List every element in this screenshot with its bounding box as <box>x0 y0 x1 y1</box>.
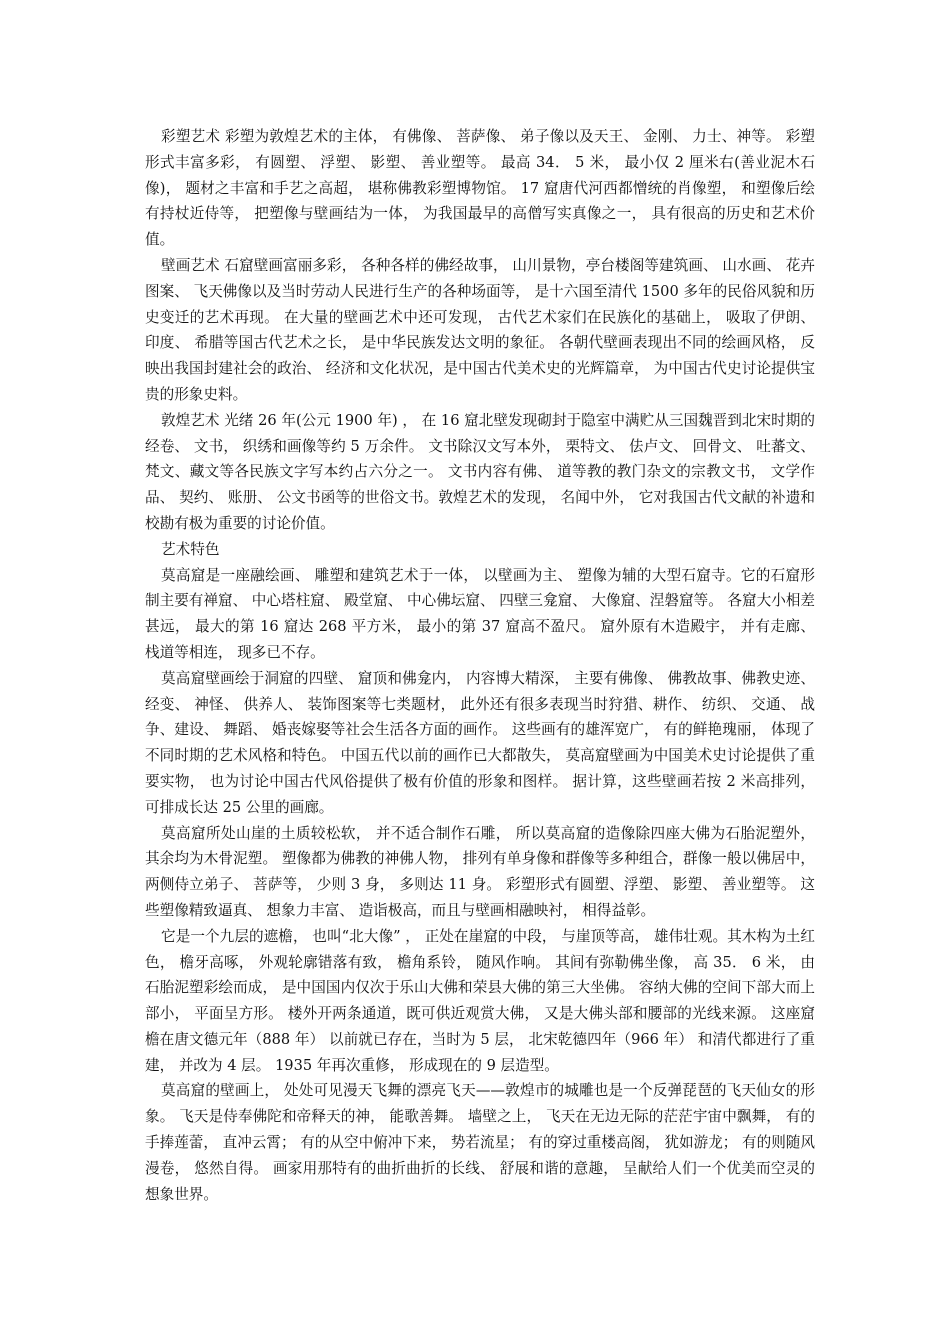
section-heading: 艺术特色 <box>161 540 220 558</box>
document-body <box>145 124 815 1207</box>
paragraph-nine-storey: 它是一个九层的遮檐， 也叫“北大像” ， 正处在崖窟的中段， 与崖顶等高， 雄伟壮观。其木构为土红色， 檐牙高啄， 外观轮廓错落有致， 檐角系铃， 随风作响。 其间有弥勒佛坐像， 高 35． 6 米， 由石胎泥塑彩绘而成， 是中国国内仅次于乐山大佛和荣县大佛的第三大坐佛。 容纳大佛的空间下部大而上部小， 平面呈方形。 楼外开两条通道，既可供近观赏大佛， 又是大佛头部和腰部的光线来源。 这座窟檐在唐文德元年（888 年） 以前就已存在，当时为 5 层， 北宋乾德四年（966 年） 和清代都进行了重建， 并改为 4 层。 1935 年再次重修， 形成现在的 9 层造型。 <box>145 927 815 1074</box>
paragraph-sculptures: 莫高窟所处山崖的土质较松软， 并不适合制作石雕， 所以莫高窟的造像除四座大佛为石胎泥塑外， 其余均为木骨泥塑。 塑像都为佛教的神佛人物， 排列有单身像和群像等多种组合，群像一般以佛居中，两侧侍立弟子、 菩萨等， 少则 3 身， 多则达 11 身。 彩塑形式有圆塑、浮塑、 影塑、 善业塑等。 这些塑像精致逼真、 想象力丰富、 造诣极高，而且与壁画相融映衬， 相得益彰。 <box>145 824 815 919</box>
paragraph-dunhuang-art: 敦煌艺术 光绪 26 年(公元 1900 年) ， 在 16 窟北壁发现砌封于隐室中满贮从三国魏晋到北宋时期的经卷、 文书， 织绣和画像等约 5 万余件。 文书除汉文写本外， 栗特文、 佉卢文、 回骨文、 吐蕃文、 梵文、藏文等各民族文字写本约占六分之一。 文书内容有佛、 道等教的教门杂文的宗教文书， 文学作品、 契约、 账册、 公文书函等的世俗文书。敦煌艺术的发现， 名闻中外， 它对我国古代文献的补遗和校勘有极为重要的讨论价值。 <box>145 411 815 532</box>
paragraph-murals: 莫高窟壁画绘于洞窟的四壁、 窟顶和佛龛内， 内容博大精深， 主要有佛像、 佛教故事、佛教史迹、 经变、 神怪、 供养人、 装饰图案等七类题材， 此外还有很多表现当时狩猎、耕作、 纺织、 交通、 战争、建设、 舞蹈、 婚丧嫁娶等社会生活各方面的画作。 这些画有的雄浑宽广， 有的鲜艳瑰丽， 体现了不同时期的艺术风格和特色。 中国五代以前的画作已大都散失， 莫高窟壁画为中国美术史讨论提供了重要实物， 也为讨论中国古代风俗提供了极有价值的形象和图样。 据计算，这些壁画若按 2 米高排列， 可排成长达 25 公里的画廊。 <box>145 669 815 816</box>
paragraph-painted-sculpture: 彩塑艺术 彩塑为敦煌艺术的主体， 有佛像、 菩萨像、 弟子像以及天王、 金刚、 力士、神等。 彩塑形式丰富多彩， 有圆塑、 浮塑、 影塑、 善业塑等。 最高 34． 5 米， 最小仅 2 厘米右(善业泥木石像)， 题材之丰富和手艺之高超， 堪称佛教彩塑博物馆。 17 窟唐代河西都憎统的肖像塑， 和塑像后绘有持杖近侍等， 把塑像与壁画结为一体， 为我国最早的高僧写实真像之一， 具有很高的历史和艺术价值。 <box>145 128 815 249</box>
paragraph-flying-apsaras: 莫高窟的壁画上， 处处可见漫天飞舞的漂亮飞天——敦煌市的城雕也是一个反弹琵琶的飞天仙女的形象。 飞天是侍奉佛陀和帝释天的神， 能歌善舞。 墙壁之上， 飞天在无边无际的茫茫宇宙中飘舞， 有的手捧莲蕾， 直冲云霄； 有的从空中俯冲下来， 势若流星； 有的穿过重楼高阁， 犹如游龙； 有的则随风漫卷， 悠然自得。 画家用那特有的曲折曲折的长线、 舒展和谐的意趣， 呈献给人们一个优美而空灵的想象世界。 <box>145 1082 815 1203</box>
paragraph-mural-art: 壁画艺术 石窟壁画富丽多彩， 各种各样的佛经故事， 山川景物，亭台楼阁等建筑画、 山水画、 花卉图案、 飞天佛像以及当时劳动人民进行生产的各种场面等， 是十六国至清代 1500 多年的民俗风貌和历史变迁的艺术再现。 在大量的壁画艺术中还可发现， 古代艺术家们在民族化的基础上， 吸取了伊朗、 印度、 希腊等国古代艺术之长， 是中华民族发达文明的象征。 各朝代壁画表现出不同的绘画风格， 反映出我国封建社会的政治、 经济和文化状况，是中国古代美术史的光辉篇章， 为中国古代史讨论提供宝贵的形象史料。 <box>145 256 815 403</box>
paragraph-cave-overview: 莫高窟是一座融绘画、 雕塑和建筑艺术于一体， 以壁画为主、 塑像为辅的大型石窟寺。它的石窟形制主要有禅窟、 中心塔柱窟、 殿堂窟、 中心佛坛窟、 四壁三龛窟、 大像窟、涅磐窟等。 各窟大小相差甚远， 最大的第 16 窟达 268 平方米， 最小的第 37 窟高不盈尺。 窟外原有木造殿宇， 并有走廊、 栈道等相连， 现多已不存。 <box>145 566 815 661</box>
